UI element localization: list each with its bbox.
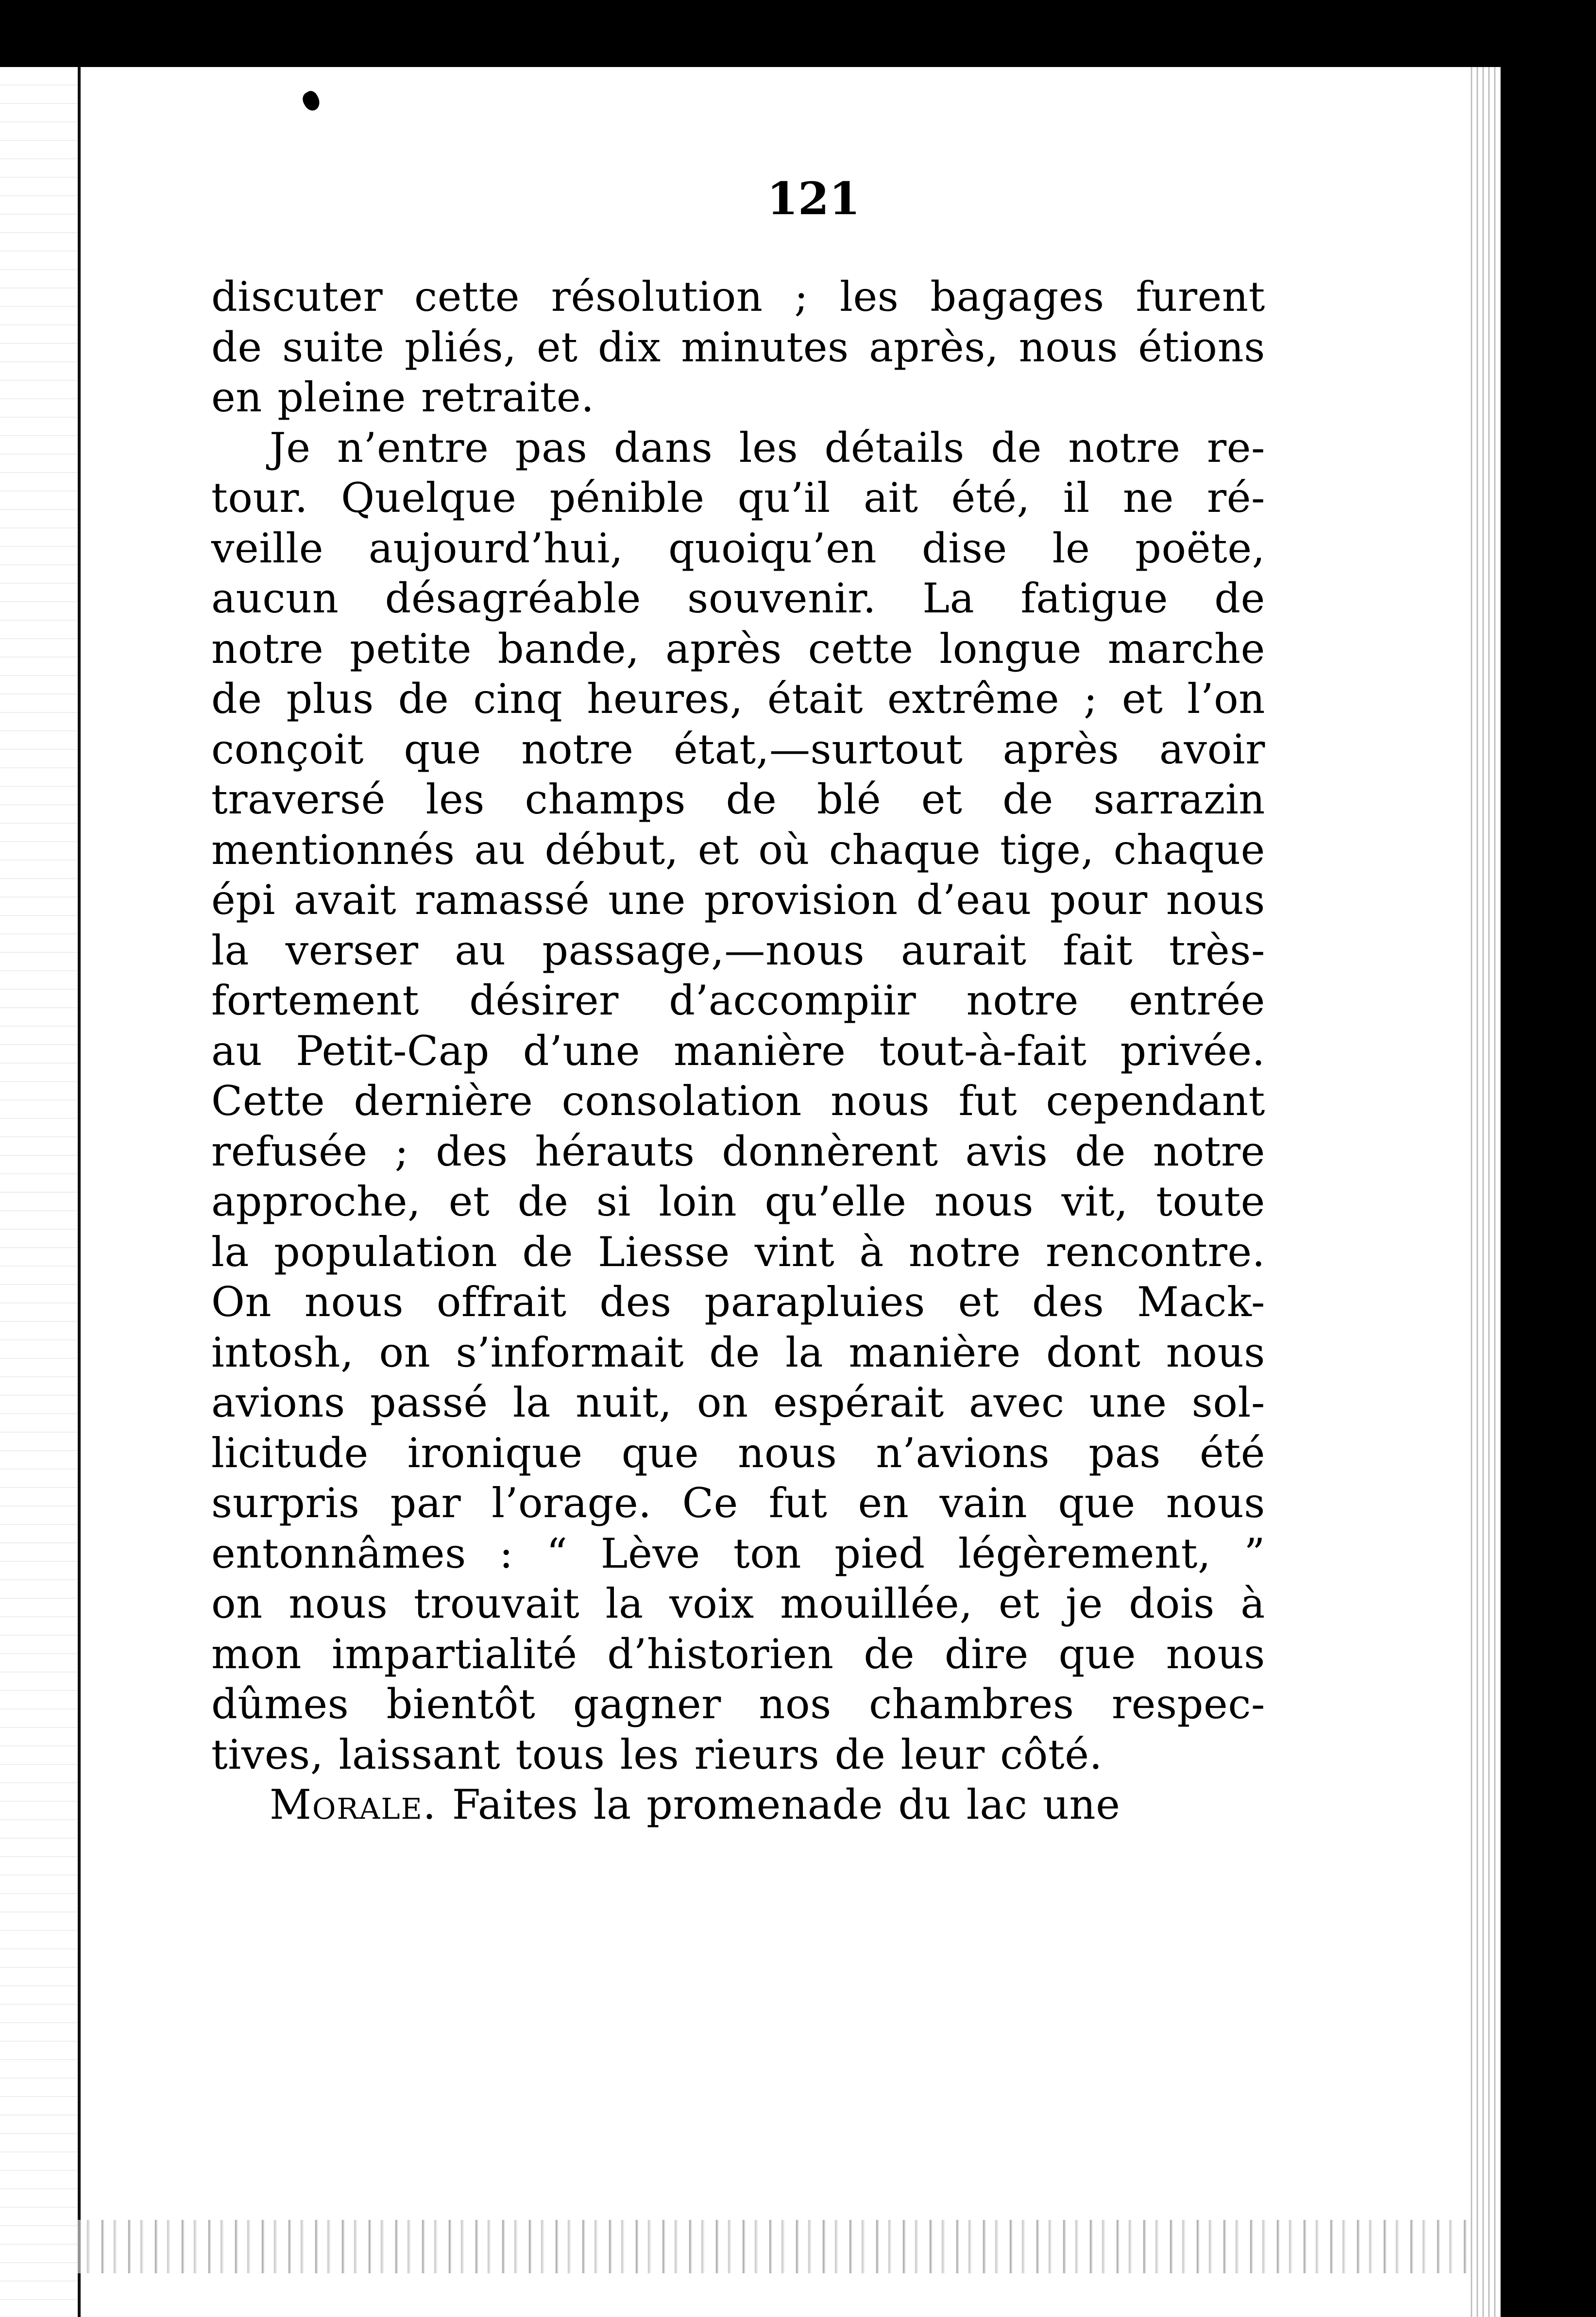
text-line: fortement désirer d’accompiir notre entrée [211, 977, 1265, 1024]
text-line: épi avait ramassé une provision d’eau pour nous [211, 876, 1265, 924]
ink-smudge [300, 89, 323, 114]
text-line: approche, et de si loin qu’elle nous vit, toute [211, 1178, 1265, 1225]
text-line: la population de Liesse vint à notre rencontre. [211, 1228, 1265, 1276]
text-line: veille aujourd’hui, quoiqu’en dise le poëte, [211, 524, 1265, 572]
body-text [211, 272, 1265, 1830]
scan-background [1501, 0, 1596, 2317]
text-line: discuter cette résolution ; les bagages furent [211, 273, 1265, 321]
text-line: mon impartialité d’historien de dire que nous [211, 1630, 1265, 1678]
morale-line [211, 1780, 1265, 1830]
text-line: licitude ironique que nous n’avions pas été [211, 1429, 1265, 1477]
text-line: aucun désagréable souvenir. La fatigue de [211, 575, 1265, 622]
text-line: refusée ; des hérauts donnèrent avis de notre [211, 1127, 1265, 1175]
morale-text: Faites la promenade du lac une [452, 1781, 1121, 1828]
text-line: de suite pliés, et dix minutes après, nous étions [211, 323, 1265, 371]
text-line: tour. Quelque pénible qu’il ait été, il ne ré- [211, 474, 1265, 522]
text-line: mentionnés au début, et où chaque tige, chaque [211, 826, 1265, 874]
right-page-edge [1467, 67, 1501, 2317]
text-line: entonnâmes : “ Lève ton pied légèrement, ” [211, 1529, 1265, 1577]
text-line: tives, laissant tous les rieurs de leur côté. [211, 1730, 1103, 1778]
text-line: conçoit que notre état,—surtout après avoir [211, 725, 1265, 773]
text-line: Cette dernière consolation nous fut cependant [211, 1077, 1265, 1125]
text-line: avions passé la nuit, on espérait avec une sol- [211, 1379, 1265, 1426]
text-line: de plus de cinq heures, était extrême ; et l’on [211, 675, 1265, 723]
text-line: traversé les champs de blé et de sarrazin [211, 776, 1265, 823]
text-line: On nous offrait des parapluies et des Mack- [211, 1278, 1265, 1326]
text-line: on nous trouvait la voix mouillée, et je dois à [211, 1580, 1265, 1627]
morale-label: Morale. [270, 1781, 437, 1828]
text-line: Je n’entre pas dans les détails de notre re- [270, 423, 1265, 472]
bottom-scan-noise [78, 2220, 1467, 2273]
text-line: la verser au passage,—nous aurait fait très- [211, 926, 1265, 974]
left-page-edge [0, 67, 81, 2317]
text-line: dûmes bientôt gagner nos chambres respec- [211, 1680, 1265, 1728]
text-line: notre petite bande, après cette longue marche [211, 625, 1265, 673]
page-number: 121 [766, 172, 861, 225]
text-line: au Petit-Cap d’une manière tout-à-fait privée. [211, 1027, 1265, 1075]
text-line: surpris par l’orage. Ce fut en vain que nous [211, 1479, 1265, 1527]
text-line: intosh, on s’informait de la manière dont nous [211, 1328, 1265, 1376]
text-line: en pleine retraite. [211, 373, 594, 421]
